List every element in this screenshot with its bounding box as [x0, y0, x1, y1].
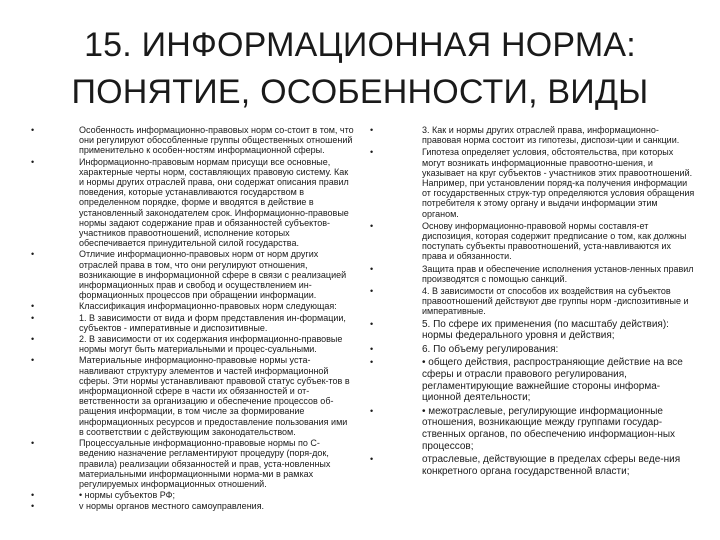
list-item-text: Процессуальные информационно-правовые нормы по С-ведению назначение регламентируют процедуру (поря-док, правила) реализации обязанностей и прав, уста-новленных материальными информационными норма-ми в рамках регулируемых информационных отношений. [79, 438, 331, 489]
list-item-text: Информационно-правовым нормам присущи все основные, характерные черты норм, составляющих правовую систему. Как и нормы других отраслей права, они содержат описания правил поведения, которые устанавливаются государством в определенном порядке, форме и вводятся в действие в установленный законодателем срок. Информационно-правовые нормы задают содержание прав и обязанностей субъектов-участников правоотношений, исполнение которых обеспечивается принудительной силой государства. [79, 156, 349, 249]
list-item-text: Основу информационно-правовой нормы составля-ет диспозиция, которая содержит предписание о том, как должны поступать субъекты правоотношений, уста-навливаются их права и обязанности. [422, 220, 687, 262]
bullet-icon: • [31, 312, 35, 323]
list-item-text: Отличие информационно-правовых норм от норм других отраслей права в том, что они регулируют отношения, возникающие в информационной сфере в связи с реализацией информационных прав и свобод и осуществлением ин-формационных процессов при обращении информации. [79, 249, 347, 301]
slide-title-line-1: 15. ИНФОРМАЦИОННАЯ НОРМА: [84, 26, 636, 64]
list-item [26, 334, 354, 354]
list-item [366, 344, 696, 356]
list-item [26, 355, 354, 437]
list-item-text: 6. По объему регулирования: [422, 343, 559, 355]
list-item [26, 313, 354, 333]
list-item [366, 454, 696, 477]
bullet-icon: • [370, 454, 374, 465]
bullet-icon: • [31, 355, 35, 366]
bullet-icon: • [370, 343, 374, 354]
list-item [366, 147, 696, 218]
list-item [26, 125, 354, 156]
left-column-list [26, 125, 354, 512]
bullet-icon: • [370, 147, 374, 158]
list-item-text: • межотраслевые, регулирующие информационные отношения, возникающие между группами государ-ственных органов, по обеспечению информацион-ных процессов; [422, 405, 676, 452]
slide-title [0, 22, 720, 116]
list-item [26, 438, 354, 489]
bullet-icon: • [31, 490, 35, 501]
list-item-text: отраслевые, действующие в пределах сферы веде-ния конкретного органа государственной власти; [422, 454, 681, 477]
list-item-text: Особенность информационно-правовых норм со-стоит в том, что они регулируют обособленные группы общественных отношений применительно к особен-ностям информационной сферы. [79, 125, 354, 156]
list-item-text: 1. В зависимости от вида и форм представления ин-формации, субъектов - императивные и диспозитивные. [79, 312, 346, 333]
list-item-text: 3. Как и нормы других отраслей права, информационно-правовая норма состоит из гипотезы, диспози-ции и санкции. [422, 125, 680, 146]
list-item [26, 249, 354, 300]
list-item [366, 406, 696, 452]
list-item-text: 2. В зависимости от их содержания информационно-правовые нормы могут быть материальными и процес-суальными. [79, 334, 343, 355]
list-item-text: 4. В зависимости от способов их воздействия на субъектов правоотношений действуют две группы норм -диспозитивные и императивные. [422, 286, 689, 317]
bullet-icon: • [31, 156, 35, 167]
list-item [26, 301, 354, 311]
right-column-list [366, 125, 696, 477]
list-item-text: 5. По сфере их применения (по масштабу действия): нормы федерального уровня и действия; [422, 318, 669, 342]
list-item-text: Материальные информационно-правовые нормы уста-навливают структуру элементов и частей информационной сферы. Эти нормы устанавливают правовой статус субъек-тов в информационной сфере в части их обязанностей и от-ветственности за организацию и обеспечение процессов об-ращения информации, в том числе за формирование информационных ресурсов и предоставление пользования ими в соответствии с действующим законодательством. [79, 355, 350, 437]
list-item-text: Гипотеза определяет условия, обстоятельства, при которых могут возникать информационные правоотно-шения, и указывает на круг субъектов - участников этих правоотношений. Например, при установлении поряд-ка получения информации от государственных струк-тур определяются условия обращения потребителя к этому органу и выдачи информации этим органом. [422, 147, 695, 219]
list-item [26, 501, 354, 511]
list-item-text: Классификация информационно-правовых норм следующая: [79, 301, 337, 312]
bullet-icon: • [31, 249, 35, 260]
list-item-text: • нормы субъектов РФ; [79, 490, 175, 501]
bullet-icon: • [370, 405, 374, 416]
bullet-icon: • [31, 125, 35, 135]
bullet-icon: • [370, 318, 374, 329]
slide-title-line-2: ПОНЯТИЕ, ОСОБЕННОСТИ, ВИДЫ [71, 73, 649, 111]
list-item [26, 157, 354, 249]
bullet-icon: • [31, 438, 35, 449]
bullet-icon: • [31, 301, 35, 312]
bullet-icon: • [370, 286, 374, 297]
bullet-icon: • [31, 334, 35, 345]
list-item [366, 357, 696, 403]
list-item [26, 490, 354, 500]
bullet-icon: • [370, 263, 374, 274]
bullet-icon: • [370, 125, 374, 135]
list-item-text: • общего действия, распространяющие действие на все сферы и отрасли правового регулирования, регламентирующие важнейшие стороны информа-ционной деятельности; [422, 357, 683, 404]
list-item [366, 125, 696, 145]
list-item [366, 286, 696, 317]
list-item [366, 319, 696, 342]
list-item [366, 264, 696, 284]
list-item-text: v нормы органов местного самоуправления. [79, 501, 265, 512]
list-item [366, 221, 696, 262]
list-item-text: Защита прав и обеспечение исполнения установ-ленных правил производятся с помощью санкций. [422, 263, 694, 284]
bullet-icon: • [370, 220, 374, 231]
bullet-icon: • [370, 357, 374, 368]
bullet-icon: • [31, 501, 35, 512]
